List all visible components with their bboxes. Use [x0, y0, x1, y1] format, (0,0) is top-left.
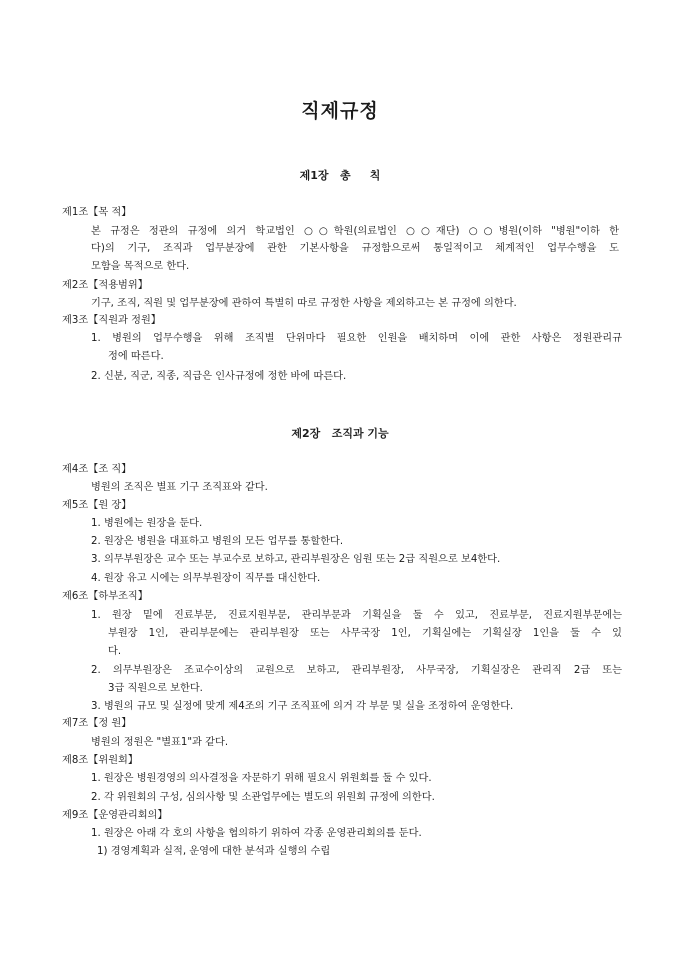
body-line: 기구, 조직, 직원 및 업무분장에 관하여 특별히 따로 규정한 사항을 제외하고는 본 규정에 의한다.	[91, 298, 517, 309]
list-item-continuation: 부원장 1인, 관리부문에는 관리부원장 또는 사무국장 1인, 기획실에는 기획실장 1인을 둘 수 있	[108, 628, 622, 639]
list-item: 1. 원장은 아래 각 호의 사항을 협의하기 위하여 각종 운영관리회의를 둔다.	[91, 828, 422, 839]
article-heading: 제6조【하부조직】	[62, 591, 148, 602]
list-item: 2. 의무부원장은 조교수이상의 교원으로 보하고, 관리부원장, 사무국장, 기획실장은 관리직 2급 또는	[91, 665, 622, 676]
list-item: 3. 의무부원장은 교수 또는 부교수로 보하고, 관리부원장은 임원 또는 2급 직원으로 보4한다.	[91, 554, 501, 565]
article-heading: 제2조【적용범위】	[62, 280, 148, 291]
list-item: 2. 각 위원회의 구성, 심의사항 및 소관업무에는 별도의 위원회 규정에 의한다.	[91, 792, 435, 803]
sub-list-item: 1) 경영계획과 실적, 운영에 대한 분석과 실행의 수립	[97, 846, 331, 857]
article-heading: 제7조【정 원】	[62, 718, 132, 729]
list-item: 1. 병원에는 원장을 둔다.	[91, 518, 203, 529]
list-item-continuation: 다.	[108, 646, 122, 657]
list-item: 2. 신분, 직군, 직종, 직급은 인사규정에 정한 바에 따른다.	[91, 371, 347, 382]
list-item: 4. 원장 유고 시에는 의무부원장이 직무를 대신한다.	[91, 573, 321, 584]
document-title: 직제규정	[301, 100, 379, 122]
chapter-heading: 제1장 총 칙	[299, 169, 381, 182]
body-line: 병원의 정원은 "별표1"과 같다.	[91, 737, 229, 748]
body-line: 본 규정은 정관의 규정에 의거 학교법인 ○○학원(의료법인 ○○재단) ○○병원(이하 "병원"이하 한	[91, 226, 619, 237]
article-heading: 제5조【원 장】	[62, 500, 132, 511]
list-item: 2. 원장은 병원을 대표하고 병원의 모든 업무를 통할한다.	[91, 536, 344, 547]
body-line: 병원의 조직은 별표 기구 조직표와 같다.	[91, 482, 268, 493]
chapter-heading: 제2장 조직과 기능	[291, 427, 389, 440]
list-item-continuation: 정에 따른다.	[108, 351, 164, 362]
body-line: 다)의 기구, 조직과 업무분장에 관한 기본사항을 규정함으로써 통일적이고 체계적인 업무수행을 도	[91, 243, 619, 254]
list-item: 3. 병원의 규모 및 실정에 맞게 제4조의 기구 조직표에 의거 각 부문 및 실을 조정하여 운영한다.	[91, 701, 514, 712]
body-line: 모함을 목적으로 한다.	[91, 261, 190, 272]
list-item: 1. 원장은 병원경영의 의사결정을 자문하기 위해 필요시 위원회를 둘 수 있다.	[91, 773, 432, 784]
article-heading: 제9조【운영관리회의】	[62, 810, 168, 821]
list-item: 1. 원장 밑에 진료부문, 진료지원부문, 관리부문과 기획실을 둘 수 있고, 진료부문, 진료지원부문에는	[91, 610, 622, 621]
article-heading: 제1조【목 적】	[62, 207, 132, 218]
list-item-continuation: 3급 직원으로 보한다.	[108, 683, 203, 694]
list-item: 1. 병원의 업무수행을 위해 조직별 단위마다 필요한 인원을 배치하며 이에 관한 사항은 정원관리규	[91, 333, 622, 344]
article-heading: 제8조【위원회】	[62, 755, 139, 766]
article-heading: 제4조【조 직】	[62, 464, 132, 475]
article-heading: 제3조【직원과 정원】	[62, 315, 161, 326]
